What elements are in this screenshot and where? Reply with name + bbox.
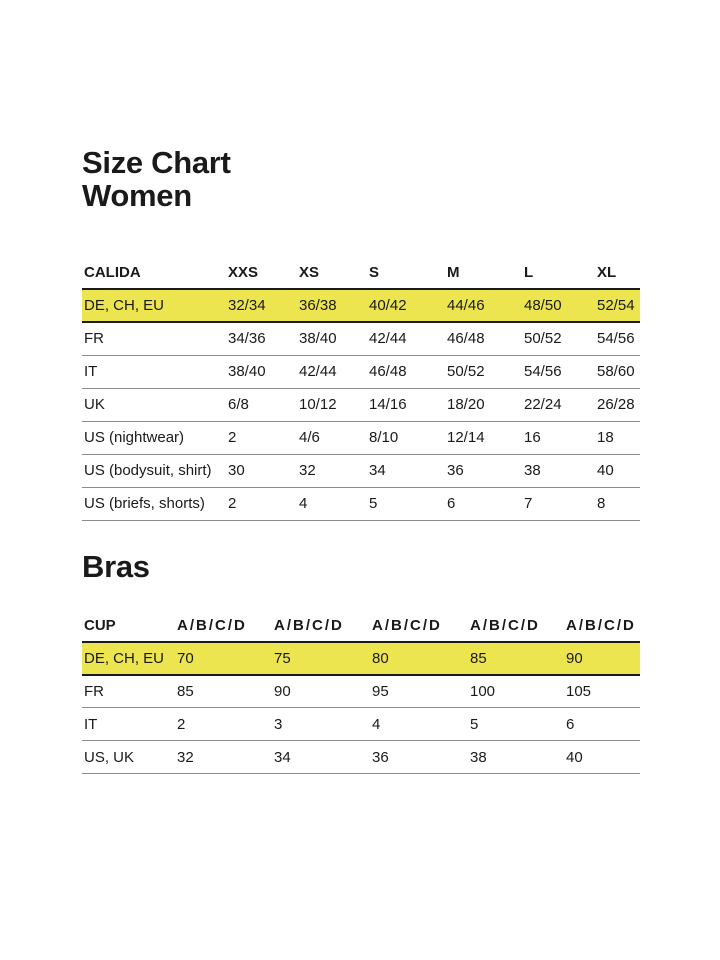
column-header: A/B/C/D xyxy=(468,610,564,642)
size-cell: 10/12 xyxy=(297,388,367,421)
size-cell: 54/56 xyxy=(522,355,595,388)
size-cell: 50/52 xyxy=(445,355,522,388)
column-header: S xyxy=(367,257,445,289)
size-cell: 36 xyxy=(445,454,522,487)
row-label: US (nightwear) xyxy=(82,421,226,454)
size-cell: 50/52 xyxy=(522,322,595,355)
size-cell: 40 xyxy=(564,741,640,774)
row-label: IT xyxy=(82,355,226,388)
size-cell: 75 xyxy=(272,642,370,675)
size-cell: 22/24 xyxy=(522,388,595,421)
column-header: L xyxy=(522,257,595,289)
size-cell: 38 xyxy=(468,741,564,774)
header-row xyxy=(82,257,640,289)
size-cell: 14/16 xyxy=(367,388,445,421)
size-cell: 100 xyxy=(468,675,564,708)
row-label: FR xyxy=(82,675,175,708)
size-cell: 40/42 xyxy=(367,289,445,322)
size-cell: 34 xyxy=(367,454,445,487)
column-header: XXS xyxy=(226,257,297,289)
table-row xyxy=(82,388,640,421)
size-cell: 34/36 xyxy=(226,322,297,355)
page-title-line1: Size Chart xyxy=(82,145,231,180)
size-cell: 46/48 xyxy=(445,322,522,355)
size-cell: 90 xyxy=(272,675,370,708)
size-cell: 16 xyxy=(522,421,595,454)
bras-section-heading: Bras xyxy=(82,548,150,584)
page-title-line2: Women xyxy=(82,178,192,213)
table-row xyxy=(82,322,640,355)
size-cell: 4/6 xyxy=(297,421,367,454)
row-label: US (bodysuit, shirt) xyxy=(82,454,226,487)
size-cell: 12/14 xyxy=(445,421,522,454)
row-label: UK xyxy=(82,388,226,421)
size-cell: 70 xyxy=(175,642,272,675)
table-row xyxy=(82,355,640,388)
column-header: A/B/C/D xyxy=(272,610,370,642)
size-cell: 40 xyxy=(595,454,640,487)
size-cell: 7 xyxy=(522,487,595,520)
table-row xyxy=(82,421,640,454)
size-cell: 6/8 xyxy=(226,388,297,421)
size-cell: 46/48 xyxy=(367,355,445,388)
size-cell: 3 xyxy=(272,708,370,741)
table-row xyxy=(82,708,640,741)
size-cell: 26/28 xyxy=(595,388,640,421)
size-cell: 32 xyxy=(297,454,367,487)
column-header: CUP xyxy=(82,610,175,642)
size-cell: 38 xyxy=(522,454,595,487)
header-row xyxy=(82,610,640,642)
size-cell: 42/44 xyxy=(367,322,445,355)
women-size-table xyxy=(82,257,640,521)
size-cell: 58/60 xyxy=(595,355,640,388)
size-cell: 5 xyxy=(367,487,445,520)
column-header: A/B/C/D xyxy=(370,610,468,642)
size-cell: 5 xyxy=(468,708,564,741)
column-header: XL xyxy=(595,257,640,289)
highlighted-row xyxy=(82,289,640,322)
highlighted-row xyxy=(82,642,640,675)
size-cell: 32/34 xyxy=(226,289,297,322)
size-cell: 36 xyxy=(370,741,468,774)
size-cell: 8/10 xyxy=(367,421,445,454)
size-cell: 2 xyxy=(226,487,297,520)
column-header: A/B/C/D xyxy=(175,610,272,642)
column-header: CALIDA xyxy=(82,257,226,289)
size-cell: 80 xyxy=(370,642,468,675)
size-cell: 2 xyxy=(226,421,297,454)
size-cell: 2 xyxy=(175,708,272,741)
row-label: DE, CH, EU xyxy=(82,289,226,322)
size-cell: 85 xyxy=(175,675,272,708)
size-cell: 4 xyxy=(297,487,367,520)
size-cell: 52/54 xyxy=(595,289,640,322)
column-header: XS xyxy=(297,257,367,289)
table-row xyxy=(82,675,640,708)
size-cell: 4 xyxy=(370,708,468,741)
size-cell: 85 xyxy=(468,642,564,675)
row-label: DE, CH, EU xyxy=(82,642,175,675)
row-label: FR xyxy=(82,322,226,355)
size-cell: 34 xyxy=(272,741,370,774)
size-cell: 54/56 xyxy=(595,322,640,355)
size-cell: 38/40 xyxy=(297,322,367,355)
size-cell: 30 xyxy=(226,454,297,487)
row-label: IT xyxy=(82,708,175,741)
size-cell: 6 xyxy=(445,487,522,520)
table-row xyxy=(82,454,640,487)
size-cell: 95 xyxy=(370,675,468,708)
size-cell: 105 xyxy=(564,675,640,708)
size-cell: 6 xyxy=(564,708,640,741)
table-row xyxy=(82,741,640,774)
size-cell: 32 xyxy=(175,741,272,774)
size-cell: 48/50 xyxy=(522,289,595,322)
size-cell: 38/40 xyxy=(226,355,297,388)
column-header: A/B/C/D xyxy=(564,610,640,642)
row-label: US, UK xyxy=(82,741,175,774)
size-cell: 18/20 xyxy=(445,388,522,421)
size-cell: 90 xyxy=(564,642,640,675)
size-cell: 18 xyxy=(595,421,640,454)
column-header: M xyxy=(445,257,522,289)
table-row xyxy=(82,487,640,520)
bras-size-table xyxy=(82,610,640,775)
size-cell: 44/46 xyxy=(445,289,522,322)
row-label: US (briefs, shorts) xyxy=(82,487,226,520)
size-cell: 8 xyxy=(595,487,640,520)
page-title xyxy=(82,146,658,212)
size-cell: 42/44 xyxy=(297,355,367,388)
size-cell: 36/38 xyxy=(297,289,367,322)
